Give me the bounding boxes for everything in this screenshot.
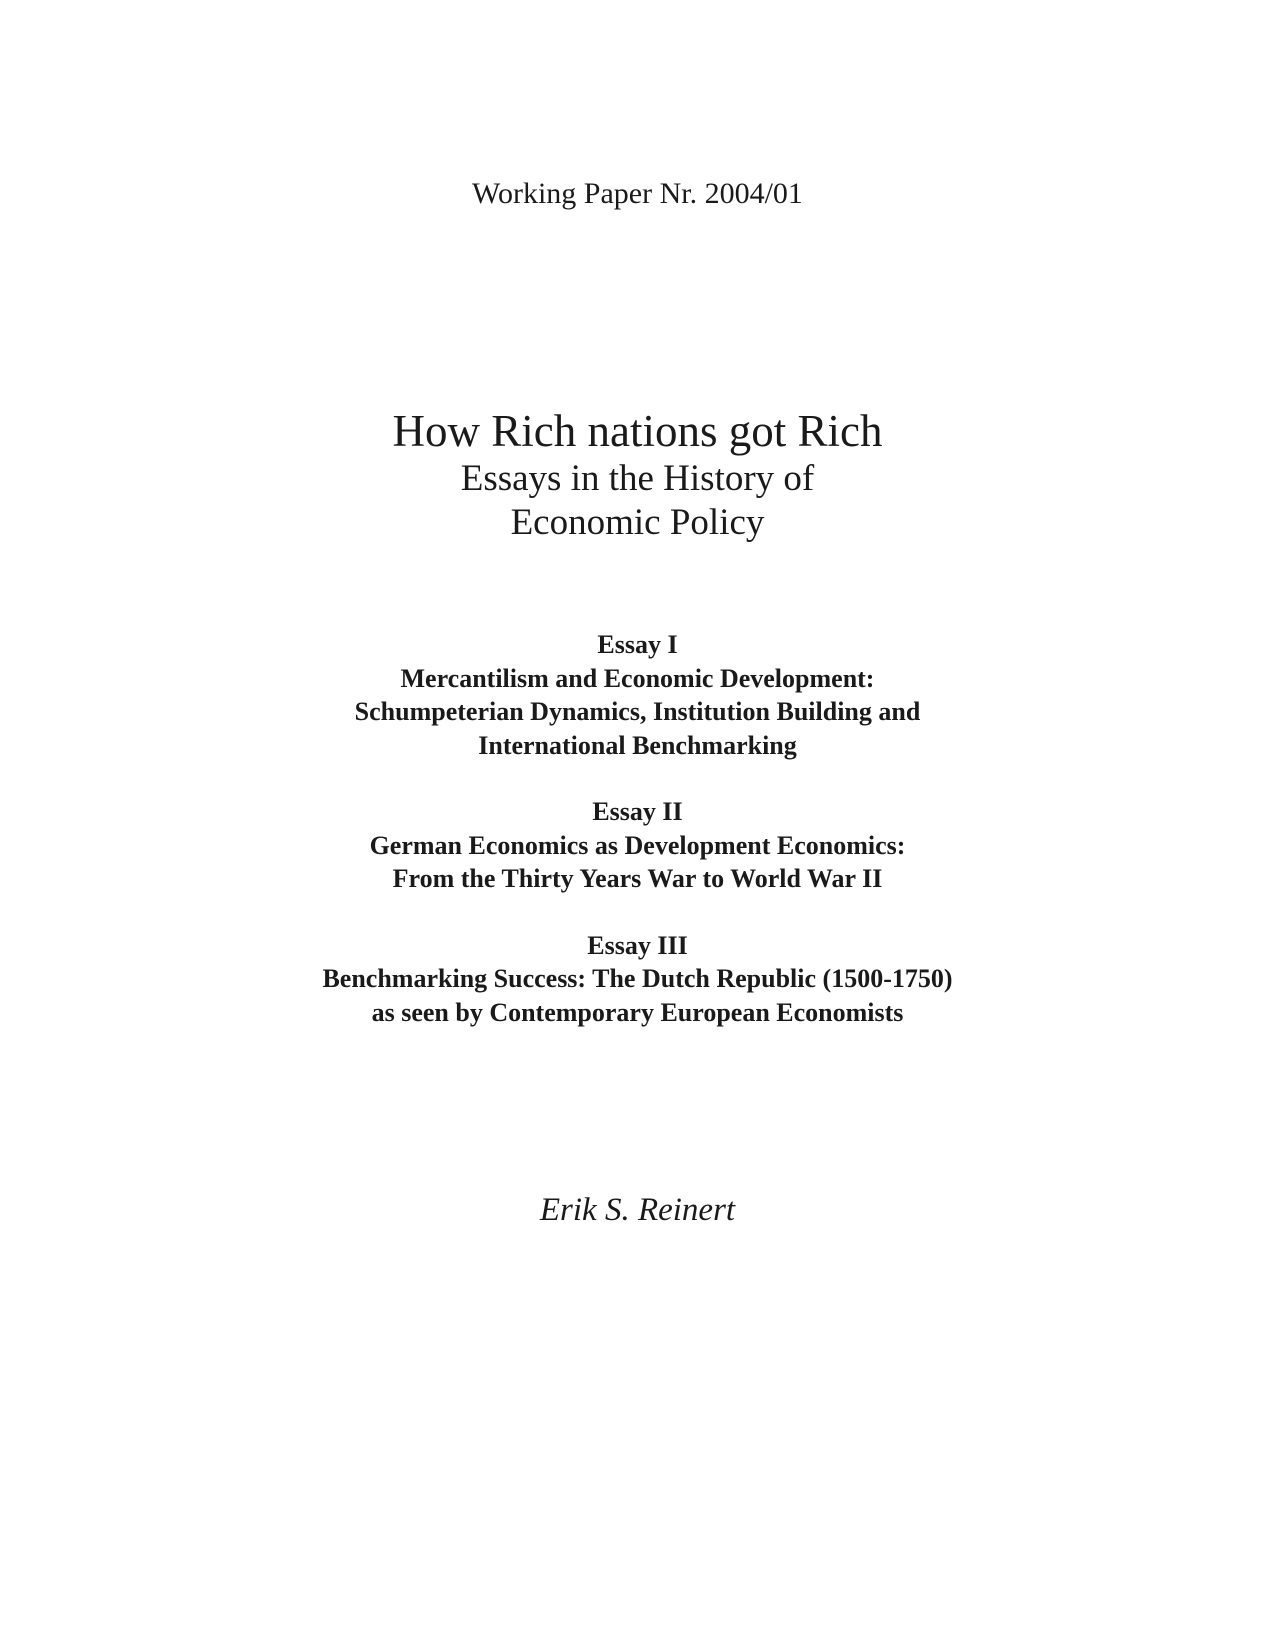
- essay-title-line: German Economics as Development Economics:: [369, 830, 906, 860]
- essay-title-line: Benchmarking Success: The Dutch Republic (1500-1750): [322, 964, 953, 993]
- essay-label: Essay II: [592, 797, 683, 826]
- essay-title-line: International Benchmarking: [478, 730, 797, 760]
- subtitle-line: Essays in the History of: [460, 458, 815, 499]
- subtitle: [0, 457, 1275, 545]
- essay-title-line: as seen by Contemporary European Economists: [371, 997, 904, 1027]
- essay-title-line: From the Thirty Years War to World War II: [392, 864, 883, 893]
- essay-label: Essay I: [597, 630, 678, 659]
- essay-list: [0, 628, 1275, 1062]
- essay-title-line: Mercantilism and Economic Development:: [400, 663, 875, 693]
- essay-title-line: Schumpeterian Dynamics, Institution Building and: [354, 697, 921, 726]
- author-name: Erik S. Reinert: [539, 1192, 736, 1228]
- essay-3: [0, 929, 1275, 1030]
- main-title: How Rich nations got Rich: [392, 406, 883, 456]
- working-paper-number: Working Paper Nr. 2004/01: [472, 177, 803, 210]
- subtitle-line: Economic Policy: [510, 502, 765, 543]
- essay-label: Essay III: [587, 930, 688, 960]
- title-block: [0, 405, 1275, 545]
- essay-1: [0, 628, 1275, 762]
- essay-2: [0, 795, 1275, 896]
